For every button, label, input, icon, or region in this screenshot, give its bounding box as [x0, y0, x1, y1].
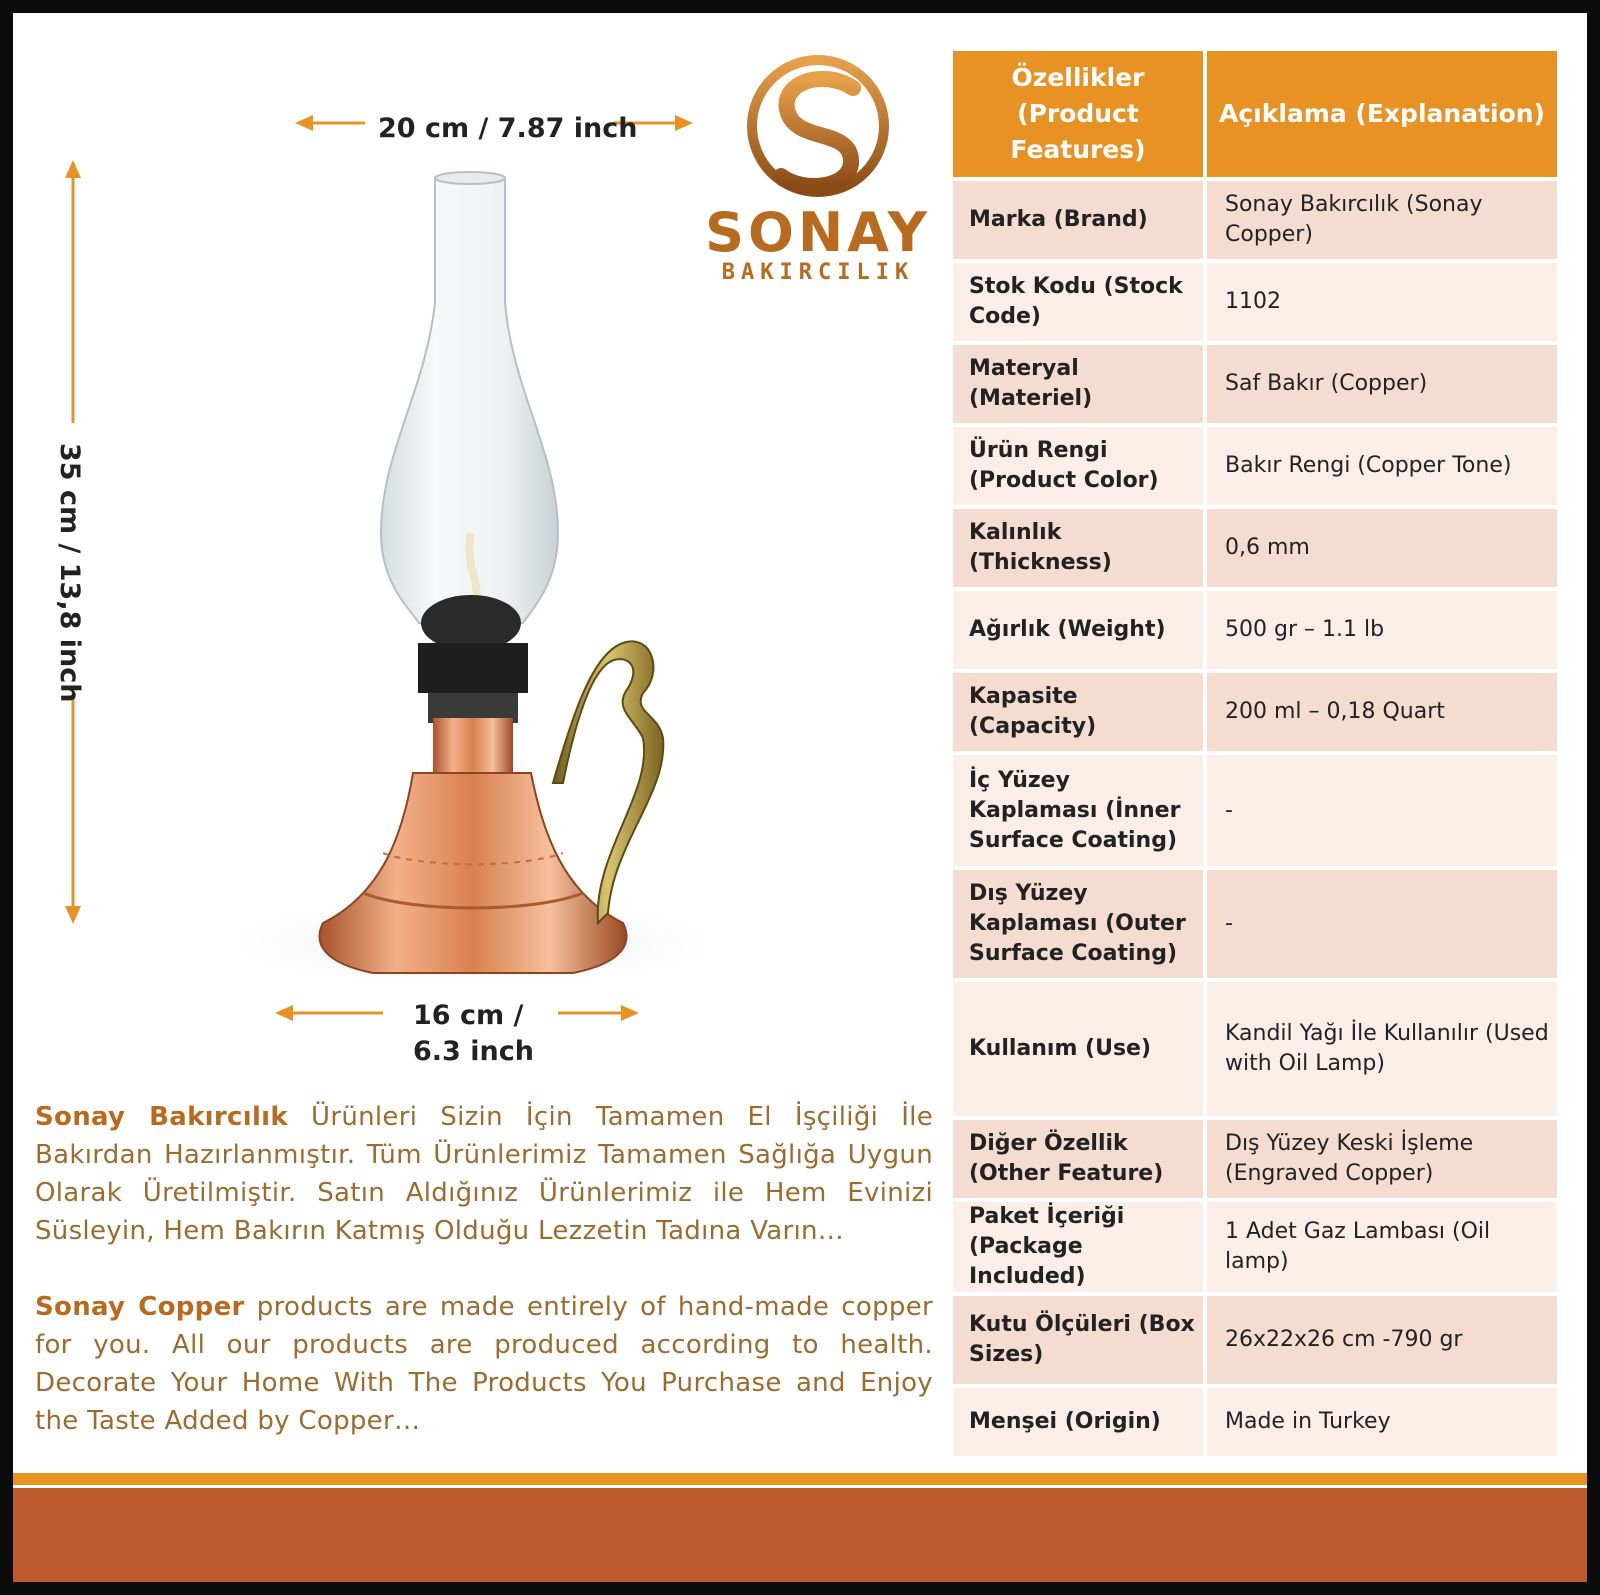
- row-value: Bakır Rengi (Copper Tone): [1207, 423, 1557, 505]
- row-value: Sonay Bakırcılık (Sonay Copper): [1207, 177, 1557, 259]
- table-row: [953, 423, 1557, 505]
- row-key: Materyal (Materiel): [953, 341, 1207, 423]
- row-key: Kapasite (Capacity): [953, 669, 1207, 751]
- table-row: [953, 177, 1557, 259]
- row-value: Dış Yüzey Keski İşleme (Engraved Copper): [1207, 1116, 1557, 1198]
- row-value: 26x22x26 cm -790 gr: [1207, 1292, 1557, 1384]
- row-value: 500 gr – 1.1 lb: [1207, 587, 1557, 669]
- row-value: Made in Turkey: [1207, 1384, 1557, 1456]
- row-key: Ağırlık (Weight): [953, 587, 1207, 669]
- table-row: [953, 259, 1557, 341]
- table-row: [953, 1292, 1557, 1384]
- table-row: [953, 505, 1557, 587]
- table-row: [953, 341, 1557, 423]
- row-key: Diğer Özellik (Other Feature): [953, 1116, 1207, 1198]
- footer-accent-line: [13, 1473, 1587, 1485]
- base-label-line1: 16 cm /: [413, 1000, 524, 1031]
- brand-word: SONAY: [705, 201, 931, 264]
- description-en: [35, 1288, 933, 1440]
- table-row: [953, 866, 1557, 978]
- header-explanation: Açıklama (Explanation): [1207, 51, 1557, 177]
- row-key: Ürün Rengi (Product Color): [953, 423, 1207, 505]
- row-key: Kutu Ölçüleri (Box Sizes): [953, 1292, 1207, 1384]
- base-label: [413, 998, 534, 1070]
- product-sheet: [13, 13, 1587, 1582]
- row-value: -: [1207, 751, 1557, 866]
- brand-logo: [703, 48, 933, 298]
- row-key: Kalınlık (Thickness): [953, 505, 1207, 587]
- width-label: 20 cm / 7.87 inch: [378, 113, 638, 144]
- base-label-line2: 6.3 inch: [413, 1036, 534, 1067]
- table-row: [953, 587, 1557, 669]
- spec-table: [953, 51, 1557, 1456]
- description-en-brand: Sonay Copper: [35, 1292, 245, 1322]
- row-key: Kullanım (Use): [953, 978, 1207, 1116]
- footer-band: [13, 1488, 1587, 1582]
- header-features: Özellikler (Product Features): [953, 51, 1207, 177]
- table-row: [953, 1198, 1557, 1292]
- row-key: Menşei (Origin): [953, 1384, 1207, 1456]
- oil-lamp-image: [213, 153, 733, 993]
- row-value: -: [1207, 866, 1557, 978]
- row-value: 1 Adet Gaz Lambası (Oil lamp): [1207, 1198, 1557, 1292]
- row-value: Saf Bakır (Copper): [1207, 341, 1557, 423]
- row-value: Kandil Yağı İle Kullanılır (Used with Oil Lamp): [1207, 978, 1557, 1116]
- brand-sub: BAKIRCILIK: [721, 260, 915, 285]
- row-value: 0,6 mm: [1207, 505, 1557, 587]
- table-row: [953, 751, 1557, 866]
- description-tr: [35, 1098, 933, 1250]
- row-key: Paket İçeriği (Package Included): [953, 1198, 1207, 1292]
- row-key: Marka (Brand): [953, 177, 1207, 259]
- description-en-text: products are made entirely of hand-made copper for you. All our products are produced according to health. Decorate Your Home With The Products You Purchase and Enjoy the Taste Added by Copper…: [35, 1292, 933, 1436]
- row-key: Stok Kodu (Stock Code): [953, 259, 1207, 341]
- table-row: [953, 1116, 1557, 1198]
- monogram-icon: [703, 48, 933, 208]
- height-label: 35 cm / 13,8 inch: [54, 443, 85, 703]
- row-key: İç Yüzey Kaplaması (İnner Surface Coating): [953, 751, 1207, 866]
- row-value: 200 ml – 0,18 Quart: [1207, 669, 1557, 751]
- row-value: 1102: [1207, 259, 1557, 341]
- description-tr-text: Ürünleri Sizin İçin Tamamen El İşçiliği İle Bakırdan Hazırlanmıştır. Tüm Ürünlerimiz Tamamen Sağlığa Uygun Olarak Üretilmiştir. Satın Aldığınız Ürünlerimiz ile Hem Evinizi Süsleyin, Hem Bakırın Katmış Olduğu Lezzetin Tadına Varın…: [35, 1102, 933, 1246]
- table-row: [953, 669, 1557, 751]
- table-row: [953, 978, 1557, 1116]
- table-row: [953, 1384, 1557, 1456]
- description-tr-brand: Sonay Bakırcılık: [35, 1102, 288, 1132]
- row-key: Dış Yüzey Kaplaması (Outer Surface Coating): [953, 866, 1207, 978]
